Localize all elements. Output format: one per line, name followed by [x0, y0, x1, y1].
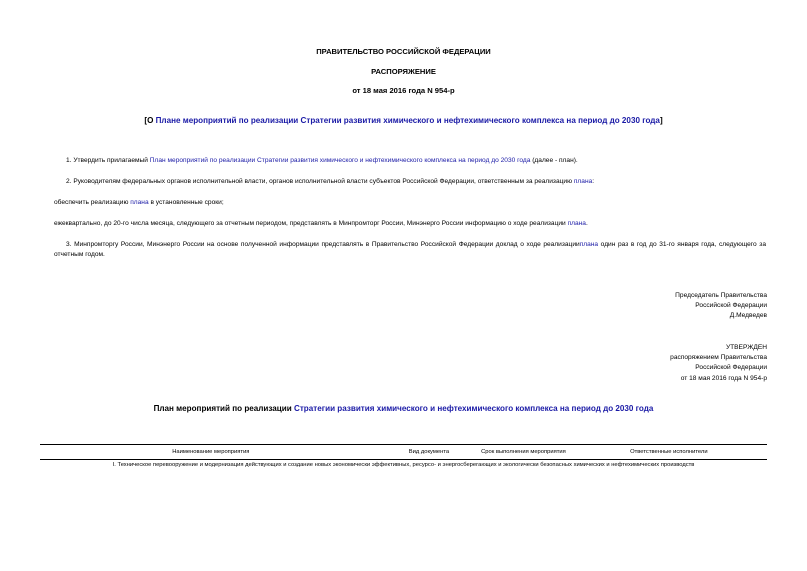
column-header-document-type: Вид документа — [382, 445, 477, 460]
p4-text-before: ежеквартально, до 20-го числа месяца, следующего за отчетным периодом, представлять в Минпромторг России, Минэнерго России информацию о ходе реализации — [54, 220, 568, 227]
title-prefix: О — [147, 116, 156, 125]
paragraph-1 — [54, 156, 766, 166]
table-header-row — [40, 445, 767, 460]
p3-text-after: в установленные сроки; — [148, 199, 224, 206]
plan-table — [40, 444, 767, 470]
p2-text-before: 2. Руководителям федеральных органов исполнительной власти, органов исполнительной власти субъектов Российской Федерации, ответственным за реализацию — [66, 178, 574, 185]
table-section-row — [40, 460, 767, 471]
paragraph-4 — [54, 219, 766, 229]
signature-name: Д.Медведев — [729, 312, 767, 320]
column-header-deadline: Срок выполнения мероприятия — [476, 445, 571, 460]
p4-text-after: . — [585, 220, 588, 227]
document-title — [0, 116, 807, 125]
title-open-bracket: [ — [144, 116, 148, 125]
approval-block — [670, 343, 767, 384]
signature-position: Председатель Правительства — [675, 292, 767, 299]
paragraph-5 — [54, 240, 766, 260]
title-close-bracket: ] — [659, 116, 663, 125]
doc-date-number: от 18 мая 2016 года N 954-р — [352, 86, 455, 95]
org-heading: ПРАВИТЕЛЬСТВО РОССИЙСКОЙ ФЕДЕРАЦИИ — [316, 47, 491, 56]
plan-title — [0, 404, 807, 413]
p5-text-after: один раз в год до 31-го января года, следующего за отчетным годом. — [54, 241, 766, 258]
section-1-heading: I. Техническое перевооружение и модернизация действующих и создание новых экономически эффективных, ресурсо- и энергосберегающих и экологически безопасных химических и нефтехимических производств — [112, 462, 695, 468]
plan-title-strategy-link[interactable]: Стратегии развития химического и нефтехимического комплекса на период до 2030 года — [294, 404, 654, 413]
p2-plan-link[interactable]: плана — [573, 178, 593, 185]
p3-plan-link[interactable]: плана — [130, 199, 149, 206]
p4-plan-link[interactable]: плана — [567, 220, 586, 227]
p1-plan-link[interactable]: План мероприятий по реализации Стратегии развития химического и нефтехимического комплекса на период до 2030 года — [149, 157, 531, 164]
approval-country: Российской Федерации — [695, 364, 767, 372]
p5-text-before: 3. Минпромторгу России, Минэнерго России на основе полученной информации представлять в Правительство Российской Федерации доклад о ходе реализации — [66, 241, 580, 248]
paragraph-3 — [54, 198, 766, 208]
signature-country: Российской Федерации — [695, 302, 767, 310]
plan-title-prefix: План мероприятий по реализации — [153, 404, 294, 413]
doc-type-heading: РАСПОРЯЖЕНИЕ — [371, 67, 436, 76]
p3-text-before: обеспечить реализацию — [54, 199, 131, 206]
p1-text-before: 1. Утвердить прилагаемый — [66, 157, 150, 164]
column-header-executors: Ответственные исполнители — [571, 445, 767, 460]
p1-text-after: (далее - план). — [530, 157, 578, 164]
approval-date: от 18 мая 2016 года N 954-р — [680, 374, 767, 382]
signature-block — [675, 291, 767, 322]
approval-order: распоряжением Правительства — [670, 354, 767, 362]
column-header-activity: Наименование мероприятия — [40, 445, 382, 460]
title-link[interactable]: Плане мероприятий по реализации Стратегии развития химического и нефтехимического комплекса на период до 2030 года — [155, 116, 660, 125]
approval-heading: УТВЕРЖДЕН — [725, 344, 767, 351]
p5-plan-link[interactable]: плана — [579, 241, 599, 248]
paragraph-2 — [54, 177, 766, 187]
p2-text-after: : — [592, 178, 595, 185]
